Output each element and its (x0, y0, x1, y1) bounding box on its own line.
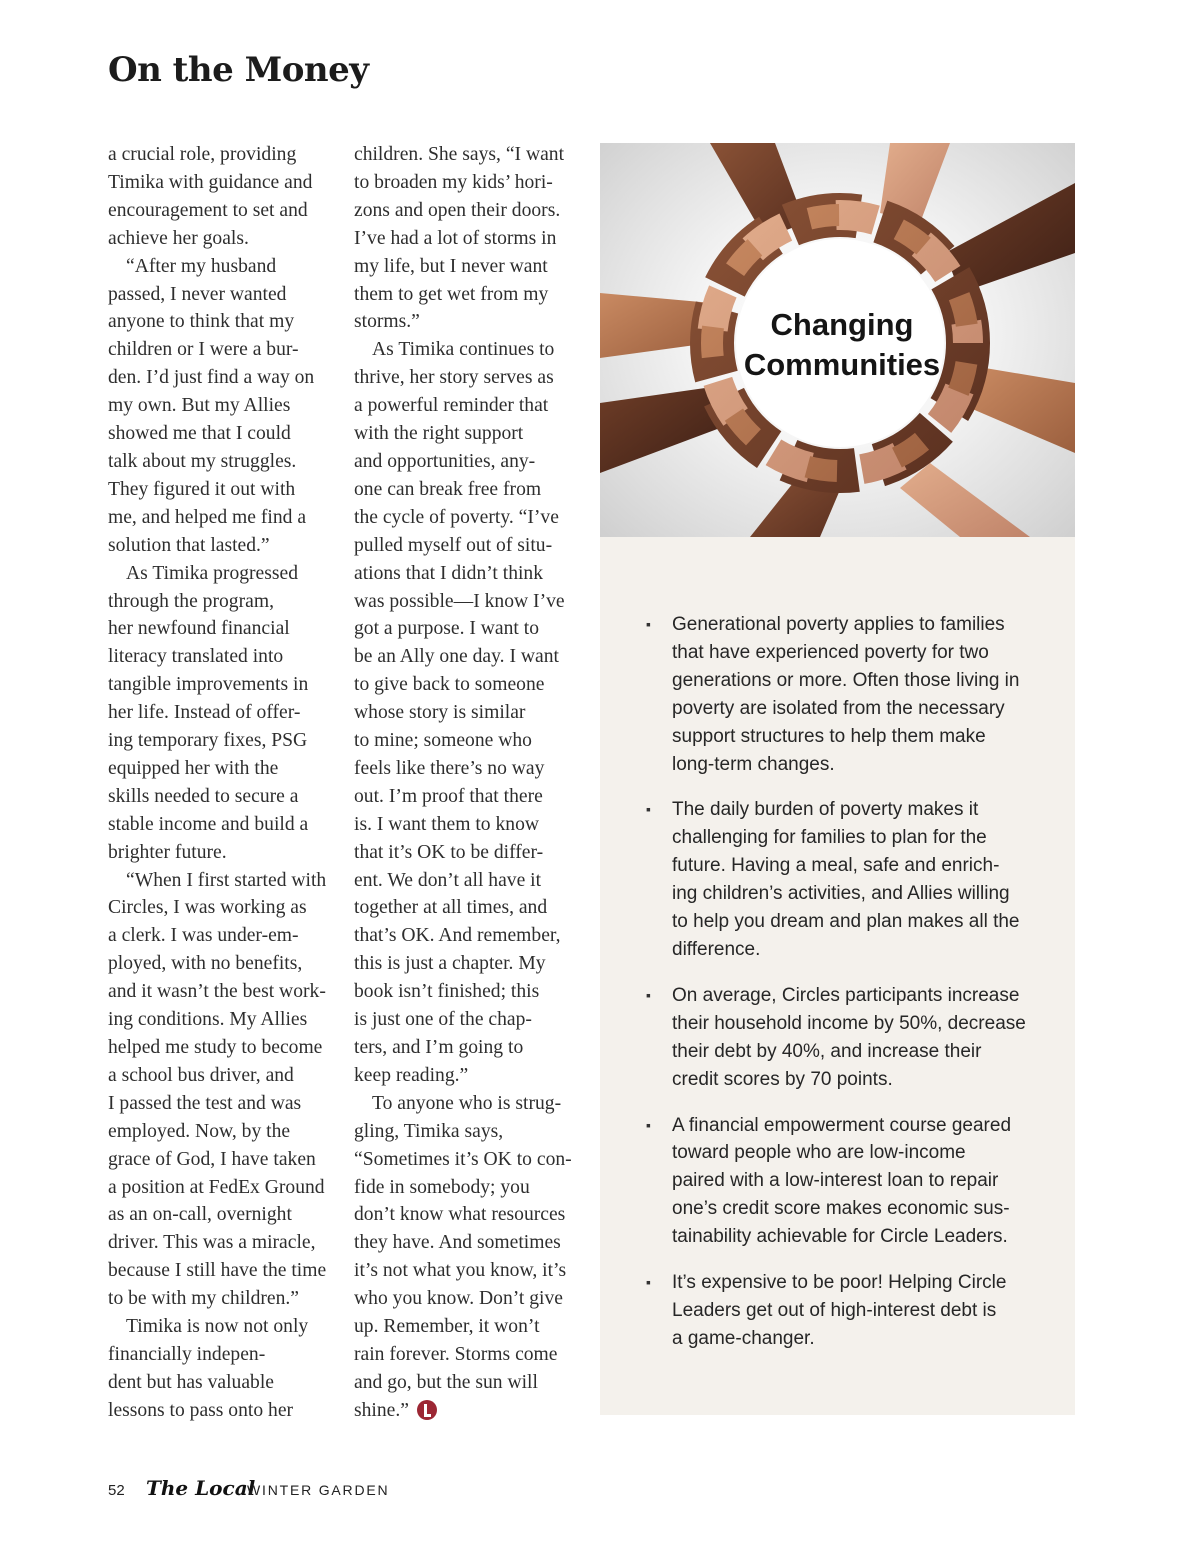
fact-line: toward people who are low-income (672, 1142, 966, 1164)
text-line: zons and open their doors. (354, 199, 561, 221)
text-line: shine.” (354, 1399, 409, 1421)
fact-line: It’s expensive to be poor! Helping Circle (672, 1272, 1007, 1294)
end-of-story-icon (417, 1400, 437, 1420)
text-line: “Sometimes it’s OK to con- (354, 1148, 572, 1170)
text-line: ations that I didn’t think (354, 562, 544, 584)
text-line: to mine; someone who (354, 730, 532, 752)
text-line: her life. Instead of offer- (108, 702, 301, 724)
text-line-with-end-mark (354, 1397, 586, 1425)
fact-line: support structures to help them make (672, 725, 986, 747)
text-line: my own. But my Allies (108, 395, 291, 417)
text-line: stable income and build a (108, 813, 309, 835)
text-line: achieve her goals. (108, 227, 249, 249)
text-line: pulled myself out of situ- (354, 534, 553, 556)
facts-list (640, 611, 1040, 1371)
article-column-2 (354, 141, 586, 1425)
fact-line: to help you dream and plan makes all the (672, 911, 1020, 933)
text-line: her newfound financial (108, 618, 290, 640)
text-line: keep reading.” (354, 1064, 469, 1086)
fact-line: On average, Circles participants increase (672, 984, 1020, 1006)
fact-line: The daily burden of poverty makes it (672, 799, 979, 821)
fact-line: ing children’s activities, and Allies willing (672, 883, 1010, 905)
text-line: who you know. Don’t give (354, 1288, 563, 1310)
fact-line: their debt by 40%, and increase their (672, 1040, 982, 1062)
article-column-1 (108, 141, 340, 1425)
text-line: brighter future. (108, 841, 227, 863)
sidebar-title-line-2: Communities (743, 347, 941, 382)
text-line: one can break free from (354, 478, 542, 500)
text-line: helped me study to become (108, 1037, 323, 1058)
text-line: Timika is now not only (126, 1316, 309, 1338)
text-line: a position at FedEx Ground (108, 1176, 325, 1198)
fact-line: credit scores by 70 points. (672, 1068, 893, 1090)
text-line: ployed, with no benefits, (108, 953, 303, 975)
fact-line: future. Having a meal, safe and enrich- (672, 855, 1000, 877)
text-line: a clerk. I was under-em- (108, 925, 299, 947)
text-line: together at all times, and (354, 897, 548, 919)
text-line: got a purpose. I want to (354, 618, 540, 640)
page-number: 52 (108, 1482, 125, 1499)
text-line: skills needed to secure a (108, 785, 299, 807)
text-line: literacy translated into (108, 646, 284, 668)
fact-line: generations or more. Often those living in (672, 669, 1020, 691)
text-line: They figured it out with (108, 478, 296, 500)
text-line: to give back to someone (354, 674, 545, 696)
text-line: rain forever. Storms come (354, 1343, 558, 1365)
text-line: I’ve had a lot of storms in (354, 227, 557, 249)
fact-line: long-term changes. (672, 753, 835, 775)
text-line: To anyone who is strug- (372, 1092, 562, 1114)
bullet-icon: ▪ (646, 1274, 651, 1291)
text-line: ters, and I’m going to (354, 1037, 524, 1058)
fact-line: poverty are isolated from the necessary (672, 697, 1005, 719)
section-title: On the Money (108, 50, 369, 90)
text-line: As Timika continues to (372, 339, 555, 361)
text-line: children. She says, “I want (354, 144, 565, 165)
text-line: passed, I never wanted (108, 283, 287, 305)
text-line: solution that lasted.” (108, 534, 270, 556)
text-line: me, and helped me find a (108, 506, 307, 528)
bullet-icon: ▪ (646, 1116, 651, 1133)
text-line: to broaden my kids’ hori- (354, 171, 553, 193)
text-line: to be with my children.” (108, 1288, 299, 1310)
fact-item (640, 1269, 1040, 1353)
text-line: my life, but I never want (354, 255, 548, 277)
text-line: with the right support (354, 423, 524, 445)
text-line: as an on-call, overnight (108, 1204, 292, 1226)
text-line: was possible—I know I’ve (354, 590, 565, 612)
text-line: gling, Timika says, (354, 1120, 504, 1142)
text-line: children or I were a bur- (108, 339, 299, 361)
hands-circle-photo (600, 143, 1075, 537)
fact-line: paired with a low-interest loan to repair (672, 1170, 999, 1192)
fact-item (640, 611, 1040, 778)
fact-line: Generational poverty applies to families (672, 614, 1005, 635)
text-line: it’s not what you know, it’s (354, 1260, 567, 1282)
text-line: storms.” (354, 311, 420, 333)
bullet-icon: ▪ (646, 616, 651, 632)
sidebar-title-line-1: Changing (770, 307, 914, 342)
text-line: grace of God, I have taken (108, 1148, 316, 1170)
text-line: out. I’m proof that there (354, 785, 543, 807)
text-line: dent but has valuable (108, 1371, 274, 1393)
text-line: thrive, her story serves as (354, 367, 554, 389)
text-line: is just one of the chap- (354, 1009, 532, 1031)
text-line: den. I’d just find a way on (108, 367, 315, 389)
text-line: ent. We don’t all have it (354, 869, 542, 891)
text-line: up. Remember, it won’t (354, 1316, 540, 1338)
text-line: ing conditions. My Allies (108, 1009, 308, 1031)
text-line: I passed the test and was (108, 1092, 302, 1114)
text-line: “When I first started with (126, 869, 327, 891)
text-line: Timika with guidance and (108, 171, 313, 193)
text-line: employed. Now, by the (108, 1120, 291, 1142)
text-line: they have. And sometimes (354, 1232, 561, 1254)
text-line: “After my husband (126, 255, 277, 277)
text-line: anyone to think that my (108, 311, 295, 333)
fact-item (640, 1112, 1040, 1252)
fact-line: A financial empowerment course geared (672, 1114, 1012, 1136)
text-line: because I still have the time (108, 1260, 327, 1282)
text-line: this is just a chapter. My (354, 953, 546, 975)
text-line: book isn’t finished; this (354, 981, 540, 1003)
text-line: a powerful reminder that (354, 395, 549, 417)
changing-communities-sidebar (600, 143, 1075, 1415)
text-line: a school bus driver, and (108, 1064, 294, 1086)
text-line: and opportunities, any- (354, 450, 536, 472)
text-line: encouragement to set and (108, 199, 308, 221)
fact-line: their household income by 50%, decrease (672, 1012, 1026, 1034)
text-line: talk about my struggles. (108, 450, 297, 472)
fact-line: a game-changer. (672, 1327, 815, 1349)
text-line: that’s OK. And remember, (354, 925, 561, 947)
fact-item (640, 796, 1040, 963)
text-line: and go, but the sun will (354, 1371, 538, 1393)
text-line: lessons to pass onto her (108, 1399, 294, 1421)
text-line: a crucial role, providing (108, 144, 297, 165)
publication-edition: WINTER GARDEN (247, 1482, 390, 1498)
text-line: through the program, (108, 590, 274, 612)
bullet-icon: ▪ (646, 986, 651, 1003)
text-line: is. I want them to know (354, 813, 540, 835)
text-line: whose story is similar (354, 702, 526, 724)
fact-line: one’s credit score makes economic sus- (672, 1198, 1010, 1220)
fact-item (640, 982, 1040, 1094)
text-line: equipped her with the (108, 757, 279, 779)
text-line: and it wasn’t the best work- (108, 981, 326, 1003)
text-line: financially indepen- (108, 1343, 266, 1365)
text-line: feels like there’s no way (354, 757, 545, 779)
text-line: As Timika progressed (126, 562, 298, 584)
text-line: fide in somebody; you (354, 1176, 530, 1198)
sidebar-title (600, 305, 1075, 385)
fact-line: that have experienced poverty for two (672, 641, 989, 663)
text-line: showed me that I could (108, 423, 291, 445)
text-line: don’t know what resources (354, 1204, 566, 1226)
text-line: be an Ally one day. I want (354, 646, 559, 668)
text-line: driver. This was a miracle, (108, 1232, 316, 1254)
text-line: ing temporary fixes, PSG (108, 730, 308, 752)
fact-line: difference. (672, 938, 761, 960)
text-line: tangible improvements in (108, 674, 309, 696)
publication-name: The Local (146, 1476, 256, 1500)
fact-line: Leaders get out of high-interest debt is (672, 1299, 997, 1321)
fact-line: challenging for families to plan for the (672, 827, 987, 849)
fact-line: tainability achievable for Circle Leaders. (672, 1226, 1008, 1248)
text-line: them to get wet from my (354, 283, 549, 305)
bullet-icon: ▪ (646, 801, 651, 818)
text-line: the cycle of poverty. “I’ve (354, 506, 559, 528)
text-line: that it’s OK to be differ- (354, 841, 544, 863)
text-line: Circles, I was working as (108, 897, 307, 919)
